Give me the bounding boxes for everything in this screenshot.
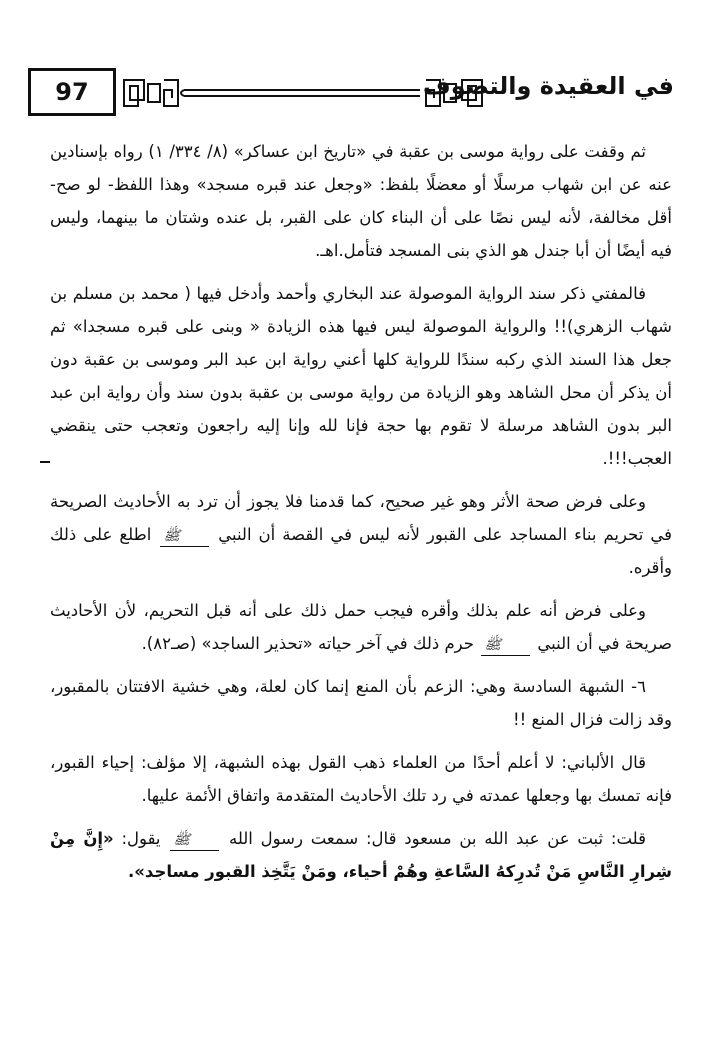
paragraph-6 [50,746,672,812]
paragraph-text: فالمفتي ذكر سند الرواية الموصولة عند البخاري وأحمد وأدخل فيها ( محمد بن مسلم بن شهاب الزهري)!! والرواية الموصولة ليس فيها هذه الزيادة « وبنى على قبره مسجدا» ثم جعل هذا السند الذي ركبه سندًا للرواية كلها أعني رواية ابن عبد البر وموسى بن عقبة دون أن يذكر أن محل الشاهد وهو الزيادة من رواية موسى بن عقبة بدون سند وأن رواية ابن عبد البر بدون الشاهد مرسلة لا تقوم بها حجة فإنا لله وإنا إليه راجعون وتعجب حتى ينقضي العجب!!!. [50,284,672,468]
paragraph-4 [50,594,672,660]
paragraph-1 [50,135,672,267]
salawat-calligraphy-icon: ﷺ [481,635,530,656]
body-text [50,135,672,897]
running-header [28,68,674,120]
paragraph-text: يقول: [121,829,161,848]
running-title: في العقيدة والتصوف [422,72,674,100]
paragraph-text: قال الألباني: لا أعلم أحدًا من العلماء ذهب القول بهذه الشبهة، إلا مؤلف: إحياء القبور، فإنه تمسك بها وجعلها عمدته في رد تلك الأحاديث المتقدمة واتفاق الأئمة عليها. [50,753,672,805]
paragraph-2 [50,277,672,475]
paragraph-7 [50,822,672,888]
paragraph-text: وعلى فرض أنه علم بذلك وأقره فيجب حمل ذلك على أنه قبل التحريم، لأن الأحاديث صريحة في أن النبي [50,601,672,653]
paragraph-text: ثم وقفت على رواية موسى بن عقبة في «تاريخ ابن عساكر» (٨/ ٣٣٤/ ١) رواه بإسنادين عنه عن ابن شهاب مرسلًا أو معضلًا بلفظ: «وجعل عند قبره مسجد» وهذا اللفظ- لو صح- أقل مخالفة، لأنه ليس نصًا على أن البناء كان على القبر، بل عنده وشتان ما بينهما، وليس فيه أيضًا أن أبا جندل هو الذي بنى المسجد فتأمل.اهـ. [50,142,672,260]
salawat-calligraphy-icon: ﷺ [160,526,209,547]
salawat-calligraphy-icon: ﷺ [170,830,219,851]
paragraph-5 [50,670,672,736]
paragraph-text: ٦- الشبهة السادسة وهي: الزعم بأن المنع إنما كان لعلة، وهي خشية الافتتان بالمقبور، وقد زالت فزال المنع !! [50,677,672,729]
page-number: 97 [28,68,116,116]
paragraph-text: حرم ذلك في آخر حياته «تحذير الساجد» (صـ٨٢). [141,634,474,653]
paragraph-text: اطلع على ذلك وأقره. [50,525,672,577]
hadith-quote: «إِنَّ مِنْ شِرارِ النَّاسِ مَنْ تُدرِكهُ السَّاعةِ وهُمْ أحياء، ومَنْ يَتَّخِذ القبور مساجد». [50,829,672,881]
paragraph-text: وعلى فرض صحة الأثر وهو غير صحيح، كما قدمنا فلا يجوز أن ترد به الأحاديث الصريحة في تحريم بناء المساجد على القبور لأنه ليس في القصة أن النبي [50,492,672,544]
margin-mark [40,461,50,463]
paragraph-text: قلت: ثبت عن عبد الله بن مسعود قال: سمعت رسول الله [228,829,647,848]
paragraph-3 [50,485,672,584]
